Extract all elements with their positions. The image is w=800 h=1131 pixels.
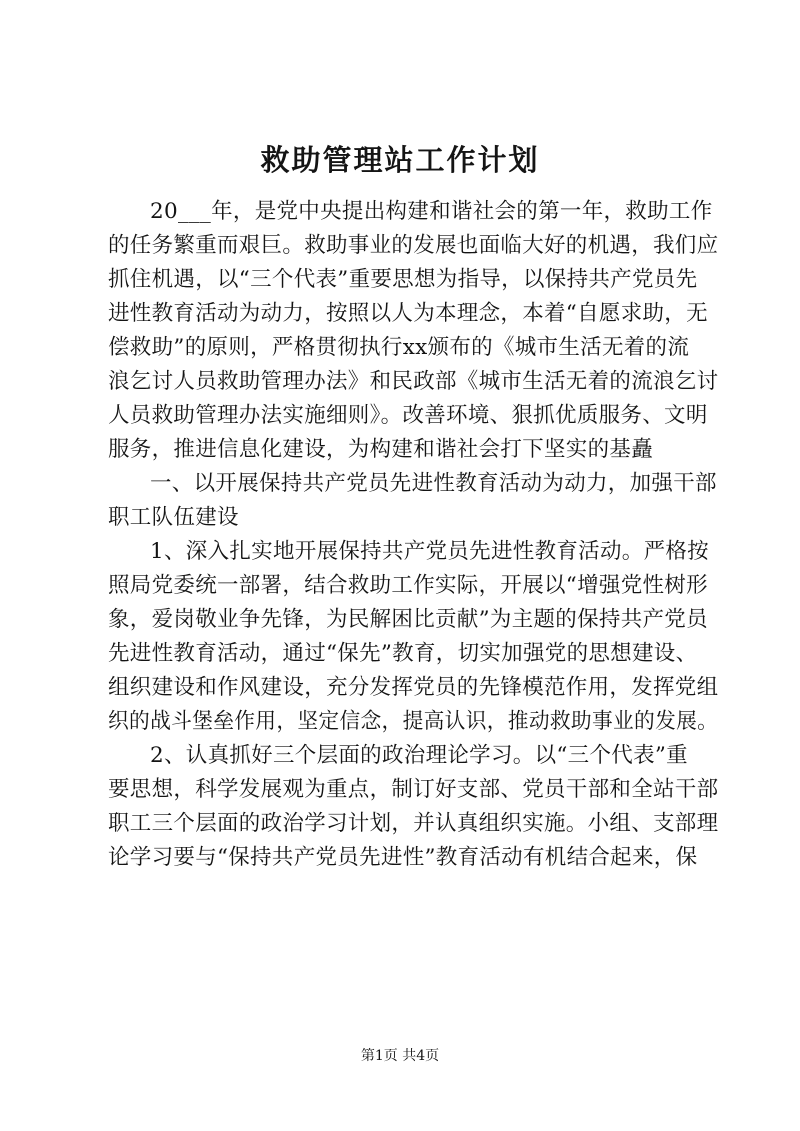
paragraph-line: 1、深入扎实地开展保持共产党员先进性教育活动。严格按 <box>150 539 709 564</box>
paragraph-line: 论学习要与“保持共产党员先进性”教育活动有机结合起来，保 <box>108 845 698 870</box>
paragraph-line: 织的战斗堡垒作用，坚定信念，提高认识，推动救助事业的发展。 <box>108 709 719 734</box>
paragraph-line: 浪乞讨人员救助管理办法》和民政部《城市生活无着的流浪乞讨 <box>108 369 719 394</box>
paragraph-line: 要思想，科学发展观为重点，制订好支部、党员干部和全站干部 <box>108 777 719 802</box>
section-heading-line: 一、以开展保持共产党员先进性教育活动为动力，加强干部 <box>150 471 717 496</box>
page-number-footer: 第1页 共4页 <box>360 1048 440 1064</box>
paragraph-line: 2、认真抓好三个层面的政治理论学习。以“三个代表”重 <box>150 743 688 768</box>
paragraph-line: 象，爱岗敬业争先锋，为民解困比贡献”为主题的保持共产党员 <box>108 607 708 632</box>
paragraph-line: 组织建设和作风建设，充分发挥党员的先锋模范作用，发挥党组 <box>108 675 719 700</box>
section-heading-line: 职工队伍建设 <box>108 505 239 530</box>
paragraph-line: 照局党委统一部署，结合救助工作实际，开展以“增强党性树形 <box>108 573 708 598</box>
paragraph-line: 20___年，是党中央提出构建和谐社会的第一年，救助工作 <box>150 199 713 224</box>
paragraph-line: 先进性教育活动，通过“保先”教育，切实加强党的思想建设、 <box>108 641 698 666</box>
paragraph-line: 偿救助”的原则，严格贯彻执行xx颁布的《城市生活无着的流 <box>108 335 690 360</box>
paragraph-line: 人员救助管理办法实施细则》。改善环境、狠抓优质服务、文明 <box>108 403 708 428</box>
paragraph-line: 服务，推进信息化建设，为构建和谐社会打下坚实的基矗 <box>108 437 654 462</box>
document-title: 救助管理站工作计划 <box>260 143 540 177</box>
paragraph-line: 抓住机遇，以“三个代表”重要思想为指导，以保持共产党员先 <box>108 267 698 292</box>
paragraph-line: 的任务繁重而艰巨。救助事业的发展也面临大好的机遇，我们应 <box>108 233 719 258</box>
paragraph-line: 进性教育活动为动力，按照以人为本理念，本着“自愿求助，无 <box>108 301 708 326</box>
paragraph-line: 职工三个层面的政治学习计划，并认真组织实施。小组、支部理 <box>108 811 719 836</box>
